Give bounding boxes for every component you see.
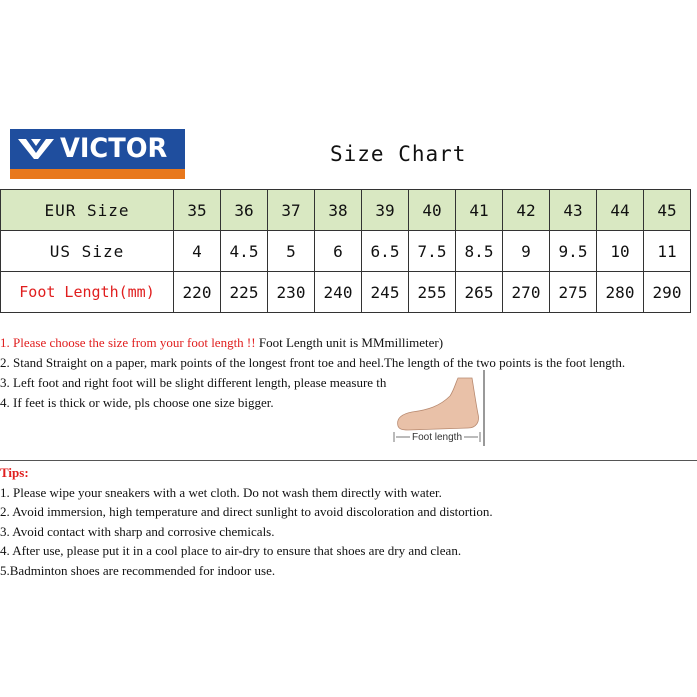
size-cell: 220 bbox=[174, 272, 221, 313]
foot-length-caption: Foot length bbox=[411, 432, 463, 443]
size-cell: 10 bbox=[597, 231, 644, 272]
size-cell: 44 bbox=[597, 190, 644, 231]
tip-item: 1. Please wipe your sneakers with a wet cloth. Do not wash them directly with water. bbox=[0, 484, 442, 500]
size-cell: 35 bbox=[174, 190, 221, 231]
size-cell: 8.5 bbox=[456, 231, 503, 272]
victor-v-mark-icon bbox=[18, 137, 54, 161]
row-label: US Size bbox=[1, 231, 174, 272]
row-label: EUR Size bbox=[1, 190, 174, 231]
note-1-rest: Foot Length unit is MMmillimeter) bbox=[255, 335, 444, 350]
size-cell: 6.5 bbox=[362, 231, 409, 272]
eur-size-row bbox=[1, 190, 691, 231]
brand-name: VICTOR bbox=[60, 133, 168, 164]
logo-orange-bar bbox=[10, 169, 185, 179]
size-cell: 6 bbox=[315, 231, 362, 272]
note-2: 2. Stand Straight on a paper, mark points of the longest front toe and heel.The length of the two points is the foot length. bbox=[0, 355, 626, 370]
size-table bbox=[0, 189, 691, 313]
size-cell: 4 bbox=[174, 231, 221, 272]
size-cell: 9.5 bbox=[550, 231, 597, 272]
section-divider bbox=[0, 460, 697, 461]
note-3: 3. Left foot and right foot will be slight different length, please measure th bbox=[0, 375, 387, 390]
size-cell: 5 bbox=[268, 231, 315, 272]
size-cell: 42 bbox=[503, 190, 550, 231]
care-tips bbox=[0, 463, 493, 580]
size-cell: 280 bbox=[597, 272, 644, 313]
note-1-highlight: 1. Please choose the size from your foot length !! bbox=[0, 335, 256, 350]
tips-title: Tips: bbox=[0, 465, 29, 480]
size-cell: 240 bbox=[315, 272, 362, 313]
tip-item: 4. After use, please put it in a cool place to air-dry to ensure that shoes are dry and clean. bbox=[0, 543, 462, 558]
size-cell: 4.5 bbox=[221, 231, 268, 272]
size-cell: 225 bbox=[221, 272, 268, 313]
tip-item: 3. Avoid contact with sharp and corrosive chemicals. bbox=[0, 523, 275, 539]
size-cell: 11 bbox=[644, 231, 691, 272]
foot-measure-image bbox=[388, 370, 488, 446]
tip-item: 2. Avoid immersion, high temperature and direct sunlight to avoid discoloration and distortion. bbox=[0, 504, 493, 519]
size-cell: 39 bbox=[362, 190, 409, 231]
size-cell: 40 bbox=[409, 190, 456, 231]
size-cell: 275 bbox=[550, 272, 597, 313]
size-cell: 7.5 bbox=[409, 231, 456, 272]
size-cell: 38 bbox=[315, 190, 362, 231]
size-cell: 290 bbox=[644, 272, 691, 313]
size-cell: 265 bbox=[456, 272, 503, 313]
size-cell: 255 bbox=[409, 272, 456, 313]
size-cell: 9 bbox=[503, 231, 550, 272]
size-cell: 270 bbox=[503, 272, 550, 313]
victor-logo bbox=[10, 129, 185, 179]
tip-item: 5.Badminton shoes are recommended for indoor use. bbox=[0, 562, 276, 578]
measure-notes bbox=[0, 333, 625, 413]
foot-length-row bbox=[1, 272, 691, 313]
us-size-row bbox=[1, 231, 691, 272]
size-cell: 230 bbox=[268, 272, 315, 313]
note-4: 4. If feet is thick or wide, pls choose one size bigger. bbox=[0, 395, 274, 410]
size-cell: 245 bbox=[362, 272, 409, 313]
note-1 bbox=[0, 333, 625, 353]
size-cell: 43 bbox=[550, 190, 597, 231]
size-cell: 41 bbox=[456, 190, 503, 231]
row-label: Foot Length(mm) bbox=[1, 272, 174, 313]
size-cell: 36 bbox=[221, 190, 268, 231]
size-cell: 45 bbox=[644, 190, 691, 231]
size-cell: 37 bbox=[268, 190, 315, 231]
page-title: Size Chart bbox=[330, 142, 467, 166]
